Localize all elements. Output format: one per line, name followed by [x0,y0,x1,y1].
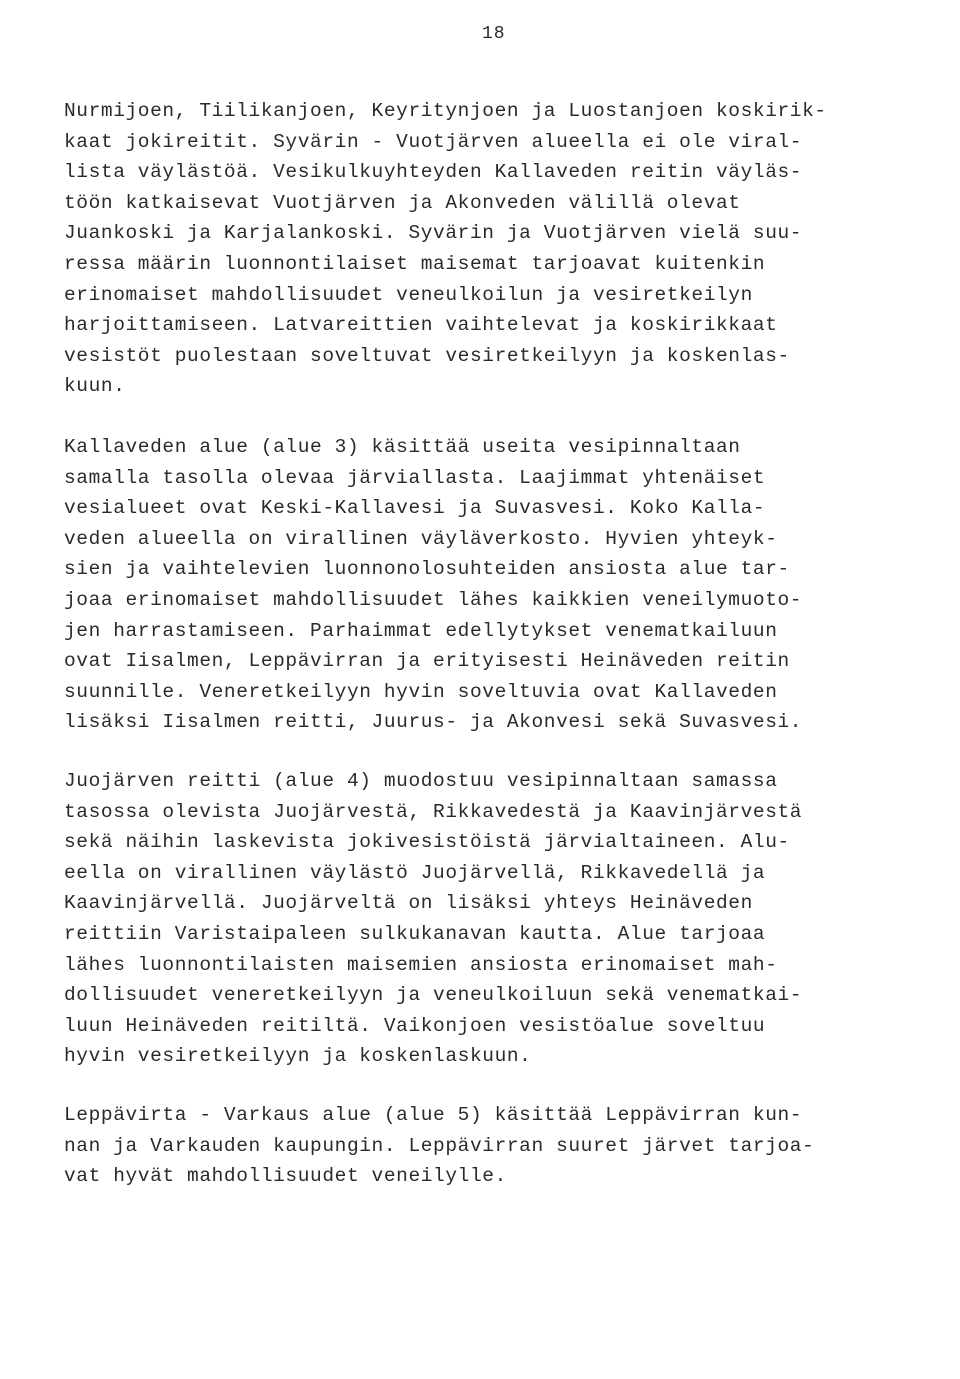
text-line: veden alueella on virallinen väyläverkosto. Hyvien yhteyk- [64,527,778,550]
text-line: ressa määrin luonnontilaiset maisemat tarjoavat kuitenkin [64,252,766,275]
text-line: hyvin vesiretkeilyyn ja koskenlaskuun. [64,1045,532,1068]
text-line: dollisuudet veneretkeilyyn ja veneulkoiluun sekä venematkai- [64,984,803,1007]
text-line: töön katkaisevat Vuotjärven ja Akonveden välillä olevat [64,191,741,214]
paragraph-4 [64,1100,824,1192]
text-line: Nurmijoen, Tiilikanjoen, Keyritynjoen ja Luostanjoen koskirik- [64,100,827,122]
text-line: samalla tasolla olevaa järviallasta. Laajimmat yhtenäiset [64,466,766,489]
paragraph-1 [64,96,827,402]
text-line: kuun. [64,375,126,398]
text-line: vesistöt puolestaan soveltuvat vesiretkeilyyn ja koskenlas- [64,344,790,367]
text-line: luun Heinäveden reitiltä. Vaikonjoen vesistöalue soveltuu [64,1014,766,1037]
text-line: erinomaiset mahdollisuudet veneulkoilun ja vesiretkeilyn [64,283,753,306]
text-line: jen harrastamiseen. Parhaimmat edellytykset venematkailuun [64,619,778,642]
text-line: sekä näihin laskevista jokivesistöistä järvialtaineen. Alu- [64,831,790,854]
text-line: Kaavinjärvellä. Juojärveltä on lisäksi yhteys Heinäveden [64,892,753,915]
text-line: Leppävirta - Varkaus alue (alue 5) käsittää Leppävirran kun- [64,1104,803,1126]
text-line: eella on virallinen väylästö Juojärvellä, Rikkavedellä ja [64,861,766,884]
paragraph-2 [64,432,824,738]
text-line: lisäksi Iisalmen reitti, Juurus- ja Akonvesi sekä Suvasvesi. [64,711,803,734]
text-line: lista väylästöä. Vesikulkuyhteyden Kallaveden reitin väyläs- [64,161,803,184]
text-line: Juankoski ja Karjalankoski. Syvärin ja Vuotjärven vielä suu- [64,222,803,245]
text-line: reittiin Varistaipaleen sulkukanavan kautta. Alue tarjoaa [64,922,766,945]
text-line: vat hyvät mahdollisuudet veneilylle. [64,1165,507,1188]
text-line: lähes luonnontilaisten maisemien ansiosta erinomaiset mah- [64,953,778,976]
text-line: joaa erinomaiset mahdollisuudet lähes kaikkien veneilymuoto- [64,588,803,611]
text-line: vesialueet ovat Keski-Kallavesi ja Suvasvesi. Koko Kalla- [64,497,766,520]
page-number: 18 [482,24,506,44]
paragraph-3 [64,766,824,1072]
text-line: harjoittamiseen. Latvareittien vaihtelevat ja koskirikkaat [64,314,778,337]
text-line: Kallaveden alue (alue 3) käsittää useita vesipinnaltaan [64,436,741,458]
text-line: tasossa olevista Juojärvestä, Rikkavedestä ja Kaavinjärvestä [64,800,803,823]
text-line: kaat jokireitit. Syvärin - Vuotjärven alueella ei ole viral- [64,130,803,153]
text-line: ovat Iisalmen, Leppävirran ja erityisesti Heinäveden reitin [64,650,790,673]
text-line: suunnille. Veneretkeilyyn hyvin soveltuvia ovat Kallaveden [64,680,778,703]
text-line: sien ja vaihtelevien luonnonolosuhteiden ansiosta alue tar- [64,558,790,581]
text-line: Juojärven reitti (alue 4) muodostuu vesipinnaltaan samassa [64,770,778,792]
text-line: nan ja Varkauden kaupungin. Leppävirran suuret järvet tarjoa- [64,1134,815,1157]
